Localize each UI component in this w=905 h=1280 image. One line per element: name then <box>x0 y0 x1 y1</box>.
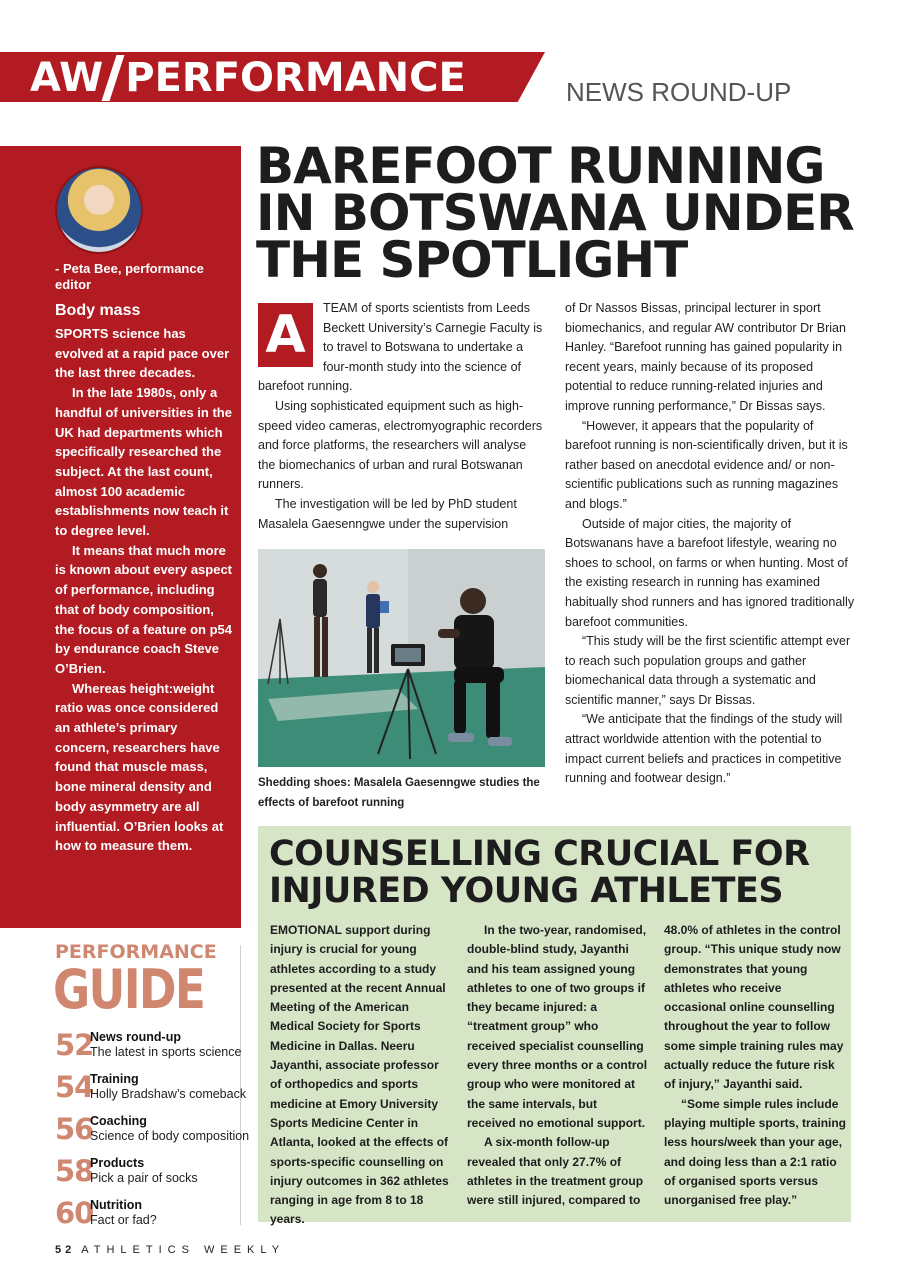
box-paragraph: “Some simple rules include playing multiple sports, training less hours/week than your age, and doing less than a 2:1 ratio of organised sports versus unorganised free play.” <box>664 1096 847 1208</box>
sidebar-paragraph: SPORTS science has evolved at a rapid pace over the last three decades. <box>55 326 230 381</box>
guide-item-desc: The latest in sports science <box>90 1045 242 1059</box>
article-paragraph: “We anticipate that the findings of the study will attract worldwide attention with the potential to impact current beliefs and practices in competitive running and footwear design.” <box>565 712 843 786</box>
camera-display <box>395 648 421 662</box>
guide-page-number: 60 <box>55 1196 94 1230</box>
article-paragraph: “However, it appears that the popularity of barefoot running is non-scientifically driven, but it is rather based on anecdotal evidence and/ or non-scientific publications such as running magazines and blogs.” <box>565 418 848 511</box>
box-column-1 <box>270 921 452 1230</box>
section-label: NEWS ROUND-UP <box>566 77 792 107</box>
article-column-2 <box>565 299 855 789</box>
guide-page-number: 56 <box>55 1112 94 1146</box>
article-lead-text: TEAM of sports scientists from Leeds Beckett University’s Carnegie Faculty is to travel to Botswana to undertake a four-month study into the science of barefoot running. <box>258 301 543 394</box>
lab-scene-illustration <box>258 549 545 767</box>
brand-slash <box>102 55 125 101</box>
box-headline: COUNSELLING CRUCIAL FOR INJURED YOUNG ATHLETES <box>269 834 810 911</box>
editor-avatar <box>55 166 143 254</box>
guide-item-title: Coaching <box>90 1114 147 1128</box>
article-paragraph: Outside of major cities, the majority of Botswanans have a barefoot lifestyle, wearing no shoes to school, on farms or when hunting. Most of the existing research in running has examined habitually shod runners and has ignored traditionally barefoot communities. <box>565 516 855 629</box>
box-column-2 <box>467 921 649 1210</box>
drop-cap: A <box>258 303 313 367</box>
article-paragraph: of Dr Nassos Bissas, principal lecturer in sport biomechanics, and regular AW contributor Dr Brian Hanley. “Barefoot running has gained popularity in recent years, mainly because of its proposed potential to reduce running-related injuries and improve running performance,” Dr Bissas says. <box>565 301 846 413</box>
editor-credit: - Peta Bee, performance editor <box>55 261 204 292</box>
guide-page-number: 54 <box>55 1070 94 1104</box>
photo-caption: Shedding shoes: Masalela Gaesenngwe studies the effects of barefoot running <box>258 777 540 809</box>
brand-prefix: AW <box>30 55 104 101</box>
guide-page-number: 52 <box>55 1028 94 1062</box>
guide-item-desc: Pick a pair of socks <box>90 1171 198 1185</box>
brand-name: PERFORMANCE <box>125 55 466 101</box>
brand-logo <box>30 55 466 101</box>
guide-page-number: 58 <box>55 1154 94 1188</box>
article-column-1 <box>258 299 545 534</box>
article-paragraph: “This study will be the first scientific attempt ever to reach such population groups and gather biomechanical data through a systematic and scientific manner,” says Dr Bissas. <box>565 634 851 707</box>
sidebar-paragraph: In the late 1980s, only a handful of universities in the UK had departments which specifically researched the subject. At the last count, almost 100 academic establishments now teach it to degree level. <box>55 385 232 539</box>
sidebar-paragraph: It means that much more is known about every aspect of performance, including that of body composition, the focus of a feature on p54 by endurance coach Steve O’Brien. <box>55 542 233 676</box>
article-paragraph: The investigation will be led by PhD student Masalela Gaesenngwe under the supervision <box>258 496 517 531</box>
article-paragraph: Using sophisticated equipment such as high-speed video cameras, electromyographic recorders and force platforms, the researchers will analyse the biomechanics of urban and rural Botswanan runners. <box>258 398 543 492</box>
box-paragraph: A six-month follow-up revealed that only 27.7% of athletes in the treatment group were still injured, compared to <box>467 1135 644 1208</box>
box-column-3 <box>664 921 846 1210</box>
guide-item-title: News round-up <box>90 1030 181 1044</box>
article-photo <box>258 549 545 767</box>
box-paragraph: 48.0% of athletes in the control group. “This unique study now demonstrates that young athletes who receive occasional online counselling throughout the year to follow some simple training rules may actually reduce the future risk of injury,” Jayanthi said. <box>664 923 844 1092</box>
guide-item-title: Training <box>90 1072 139 1086</box>
magazine-name: ATHLETICS WEEKLY <box>81 1244 286 1256</box>
guide-title: GUIDE <box>53 958 205 1021</box>
guide-item-desc: Fact or fad? <box>90 1213 157 1227</box>
box-paragraph: In the two-year, randomised, double-blind study, Jayanthi and his team assigned young athletes to one of two groups if they became injured: a “treatment group” who received specialist counselling every three months or a control group who were monitored at the same intervals, but received no emotional support. <box>467 923 648 1130</box>
box-paragraph: EMOTIONAL support during injury is crucial for young athletes according to a study presented at the recent Annual Meeting of the American Medical Society for Sports Medicine in Dallas. Neeru Jayanthi, associate professor of orthopedics and sports medicine at Emory University Sports Medicine Center in Atlanta, looked at the effects of sports-specific counselling on injury outcomes in 362 athletes ranging in age from 8 to 18 years. <box>270 923 449 1227</box>
sidebar-heading: Body mass <box>55 302 141 319</box>
guide-divider <box>240 945 241 1225</box>
page-footer <box>55 1244 285 1256</box>
article-headline: BAREFOOT RUNNING IN BOTSWANA UNDER THE SPOTLIGHT <box>256 137 854 289</box>
page-number: 52 <box>55 1244 76 1256</box>
sidebar-paragraph: Whereas height:weight ratio was once considered an athlete’s primary concern, researchers have found that muscle mass, bone mineral density and body asymmetry are all influential. O’Brien looks at how to measure them. <box>55 680 224 854</box>
sidebar-body <box>55 324 235 856</box>
guide-item-desc: Holly Bradshaw’s comeback <box>90 1087 247 1101</box>
guide-label: PERFORMANCE <box>55 941 217 963</box>
guide-item-title: Nutrition <box>90 1198 143 1212</box>
article-paragraph <box>258 299 545 397</box>
guide-item-title: Products <box>90 1156 145 1170</box>
guide-item-desc: Science of body composition <box>90 1129 250 1143</box>
